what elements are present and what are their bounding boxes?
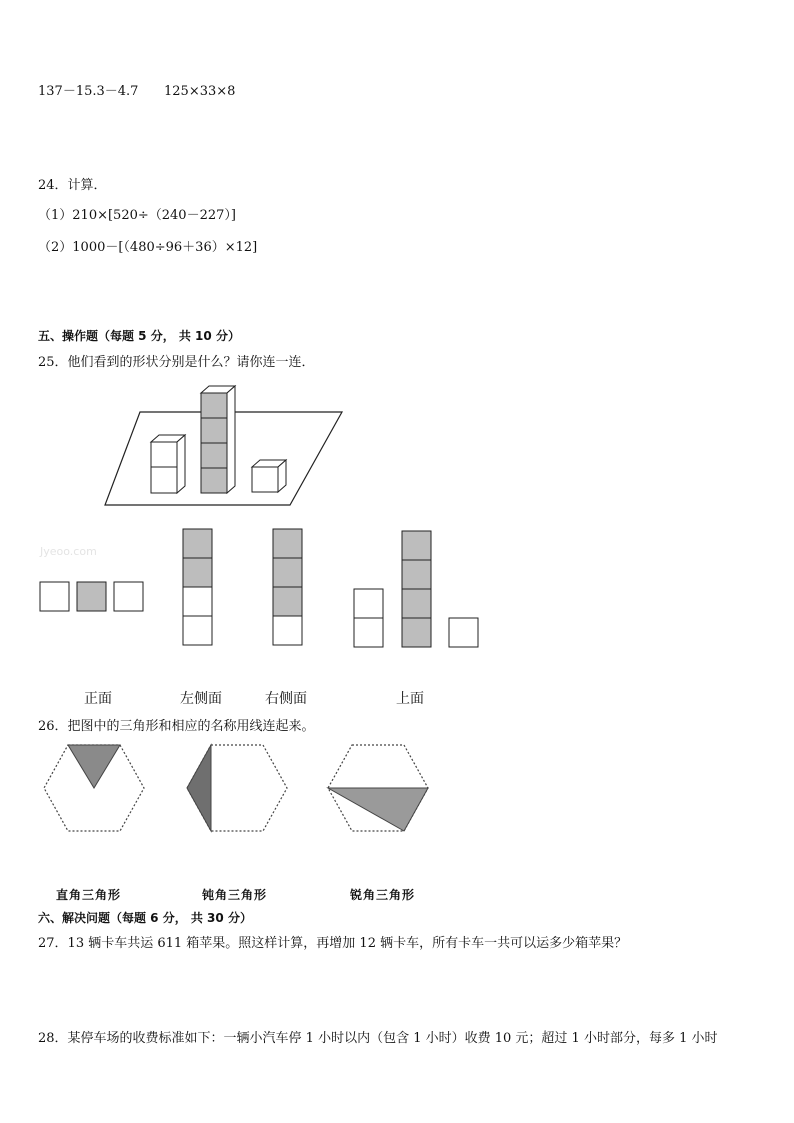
section6-heading: 六、解决问题（每题 6 分， 共 30 分） bbox=[38, 911, 252, 925]
q27-text: 27．13 辆卡车共运 611 箱苹果。照这样计算，再增加 12 辆卡车，所有卡车一共可以运多少箱苹果？ bbox=[38, 936, 628, 951]
expression-2: 125×33×8 bbox=[164, 84, 236, 99]
view-label-top: 上面 bbox=[396, 691, 424, 707]
q24-item-1: （1）210×[520÷（240－227）] bbox=[38, 208, 236, 223]
expression-1: 137－15.3－4.7 bbox=[38, 84, 139, 99]
q24-item-2: （2）1000－[（480÷96＋36）×12] bbox=[38, 240, 258, 255]
triangle-label-acute: 锐角三角形 bbox=[350, 888, 416, 902]
watermark: Jyeoo.com bbox=[40, 545, 97, 558]
q24-title: 24．计算． bbox=[38, 178, 107, 193]
q26-title: 26．把图中的三角形和相应的名称用线连起来。 bbox=[38, 719, 315, 734]
view-label-front: 正面 bbox=[84, 691, 112, 707]
view-label-left: 左侧面 bbox=[180, 691, 222, 707]
q28-text: 28．某停车场的收费标准如下：一辆小汽车停 1 小时以内（包含 1 小时）收费 10 元；超过 1 小时部分，每多 1 小时 bbox=[38, 1031, 718, 1046]
view-label-right: 右侧面 bbox=[265, 691, 307, 707]
triangle-label-right: 直角三角形 bbox=[56, 888, 122, 902]
q25-title: 25．他们看到的形状分别是什么？请你连一连． bbox=[38, 355, 315, 370]
section5-heading: 五、操作题（每题 5 分， 共 10 分） bbox=[38, 329, 240, 343]
triangle-label-obtuse: 钝角三角形 bbox=[202, 888, 268, 902]
